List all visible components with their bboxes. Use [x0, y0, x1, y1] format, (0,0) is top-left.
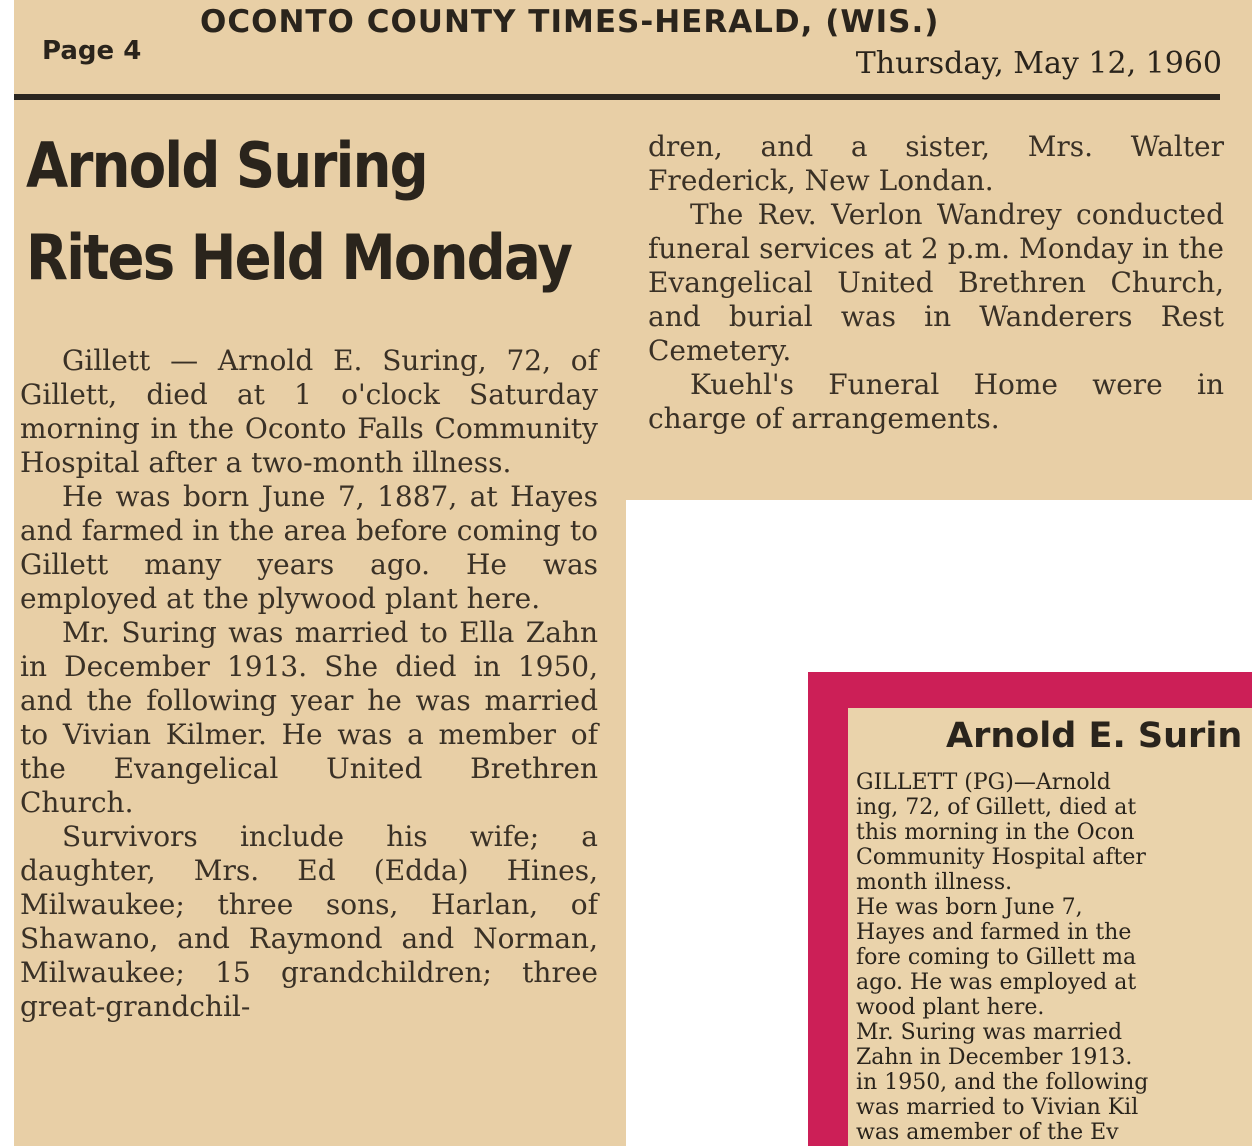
clipping-line: He was born June 7,: [856, 895, 1083, 920]
clipping-line: in 1950, and the following: [856, 1070, 1149, 1095]
article-headline: [26, 120, 572, 304]
clipping-line: GILLETT (PG)—Arnold: [856, 770, 1111, 795]
clipping-line: Mr. Suring was married: [856, 1020, 1123, 1045]
paragraph-5: The Rev. Verlon Wandrey conducted funeral services at 2 p.m. Monday in the Evangelical United Brethren Church, and burial was in Wanderers Rest Cemetery.: [648, 198, 1224, 367]
paragraph-2: He was born June 7, 1887, at Hayes and farmed in the area before coming to Gillett many years ago. He was employed at the plywood plant here.: [20, 480, 598, 615]
page-label: Page 4: [42, 36, 142, 66]
clipping-line: was amember of the Ev: [856, 1120, 1119, 1145]
masthead-rule: [14, 94, 1220, 100]
paragraph-4: Survivors include his wife; a daughter, Mrs. Ed (Edda) Hines, Milwaukee; three sons, Harlan, of Shawano, and Raymond and Norman, Milwaukee; 15 grandchildren; three great-grandchil-: [20, 820, 598, 1023]
clipping-line: ing, 72, of Gillett, died at: [856, 795, 1137, 820]
second-clipping-title: Arnold E. Surin: [946, 716, 1243, 756]
second-clipping: [848, 708, 1252, 1146]
clipping-line: ago. He was employed at: [856, 970, 1137, 995]
article-column-1: [20, 344, 598, 1024]
newspaper-name: OCONTO COUNTY TIMES-HERALD, (WIS.): [200, 4, 940, 40]
clipping-line: fore coming to Gillett ma: [856, 945, 1137, 970]
issue-date: Thursday, May 12, 1960: [855, 46, 1222, 81]
clipping-line: Zahn in December 1913.: [856, 1045, 1133, 1070]
paragraph-continuation: dren, and a sister, Mrs. Walter Frederick, New Londan.: [648, 130, 1224, 197]
clipping-line: this morning in the Ocon: [856, 820, 1135, 845]
clipping-line: wood plant here.: [856, 995, 1045, 1020]
clipping-line: month illness.: [856, 870, 1013, 895]
article-column-2: [648, 130, 1224, 436]
paragraph-1: Gillett — Arnold E. Suring, 72, of Gillett, died at 1 o'clock Saturday morning in the Oconto Falls Community Hospital after a two-month illness.: [20, 344, 598, 479]
clipping-line: Hayes and farmed in the: [856, 920, 1132, 945]
paragraph-3: Mr. Suring was married to Ella Zahn in December 1913. She died in 1950, and the following year he was married to Vivian Kilmer. He was a member of the Evangelical United Brethren Church.: [20, 616, 598, 819]
headline-line-1: Arnold Suring: [26, 129, 427, 202]
clipping-line: was married to Vivian Kil: [856, 1095, 1139, 1120]
paragraph-6: Kuehl's Funeral Home were in charge of arrangements.: [648, 368, 1224, 435]
clipping-line: Community Hospital after: [856, 845, 1146, 870]
headline-line-2: Rites Held Monday: [26, 221, 572, 294]
second-clipping-body: [856, 770, 1252, 1145]
